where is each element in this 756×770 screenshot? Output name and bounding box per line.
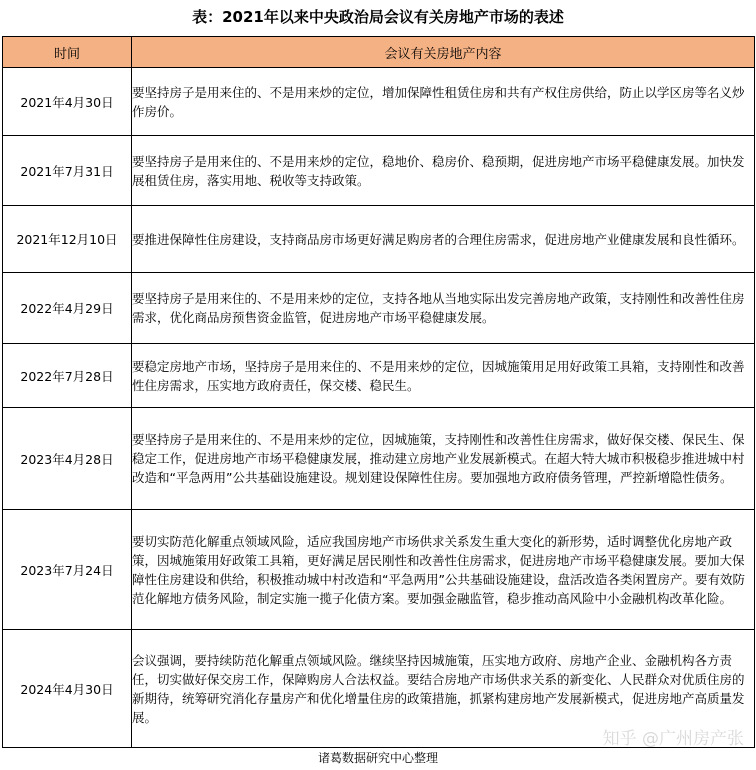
table-row [3,273,755,344]
table-row [3,136,755,206]
source-footer: 诸葛数据研究中心整理 [317,751,438,765]
row-content: 要切实防范化解重点领域风险，适应我国房地产市场供求关系发生重大变化的新形势，适时调整优化房地产政策，因城施策用好政策工具箱，更好满足居民刚性和改善性住房需求，促进房地产市场平稳健康发展。要加大保障性住房建设和供给，积极推动城中村改造和“平急两用”公共基础设施建设，盘活改造各类闲置房产。要有效防范化解地方债务风险，制定实施一揽子化债方案。要加强金融监管，稳步推动高风险中小金融机构改革化险。 [132,510,755,630]
row-content: 要推进保障性住房建设，支持商品房市场更好满足购房者的合理住房需求，促进房地产业健康发展和良性循环。 [132,206,755,273]
watermark: 知乎 @广州房产张 [602,729,744,749]
table-header-row [3,37,755,68]
row-content: 要坚持房子是用来住的、不是用来炒的定位，支持各地从当地实际出发完善房地产政策，支持刚性和改善性住房需求，优化商品房预售资金监管，促进房地产市场平稳健康发展。 [132,273,755,344]
table-row [3,408,755,510]
row-date: 2023年7月24日 [3,510,132,630]
header-date: 时间 [3,37,132,68]
table-row [3,344,755,408]
table-row [3,510,755,630]
row-date: 2021年7月31日 [3,136,132,206]
policy-table [2,36,755,748]
row-content: 要坚持房子是用来住的、不是用来炒的定位，稳地价、稳房价、稳预期，促进房地产市场平稳健康发展。加快发展租赁住房，落实用地、税收等支持政策。 [132,136,755,206]
table-row [3,206,755,273]
row-date: 2021年4月30日 [3,68,132,136]
row-date: 2023年4月28日 [3,408,132,510]
table-row [3,68,755,136]
row-date: 2022年4月29日 [3,273,132,344]
row-content: 要坚持房子是用来住的、不是用来炒的定位，增加保障性租赁住房和共有产权住房供给，防止以学区房等名义炒作房价。 [132,68,755,136]
row-content: 要稳定房地产市场，坚持房子是用来住的、不是用来炒的定位，因城施策用足用好政策工具箱，支持刚性和改善性住房需求，压实地方政府责任，保交楼、稳民生。 [132,344,755,408]
header-content: 会议有关房地产内容 [132,37,755,68]
row-content: 要坚持房子是用来住的、不是用来炒的定位，因城施策，支持刚性和改善性住房需求，做好保交楼、保民生、保稳定工作，促进房地产市场平稳健康发展，推动建立房地产业发展新模式。在超大特大城市积极稳步推进城中村改造和“平急两用”公共基础设施建设。规划建设保障性住房。要加强地方政府债务管理，严控新增隐性债务。 [132,408,755,510]
row-date: 2021年12月10日 [3,206,132,273]
row-date: 2024年4月30日 [3,630,132,748]
table-title: 表：2021年以来中央政治局会议有关房地产市场的表述 [192,8,564,26]
row-content: 会议强调，要持续防范化解重点领域风险。继续坚持因城施策，压实地方政府、房地产企业、金融机构各方责任，切实做好保交房工作，保障购房人合法权益。要结合房地产市场供求关系的新变化、人民群众对优质住房的新期待，统筹研究消化存量房产和优化增量住房的政策措施，抓紧构建房地产发展新模式，促进房地产高质量发展。 [132,630,755,748]
row-date: 2022年7月28日 [3,344,132,408]
